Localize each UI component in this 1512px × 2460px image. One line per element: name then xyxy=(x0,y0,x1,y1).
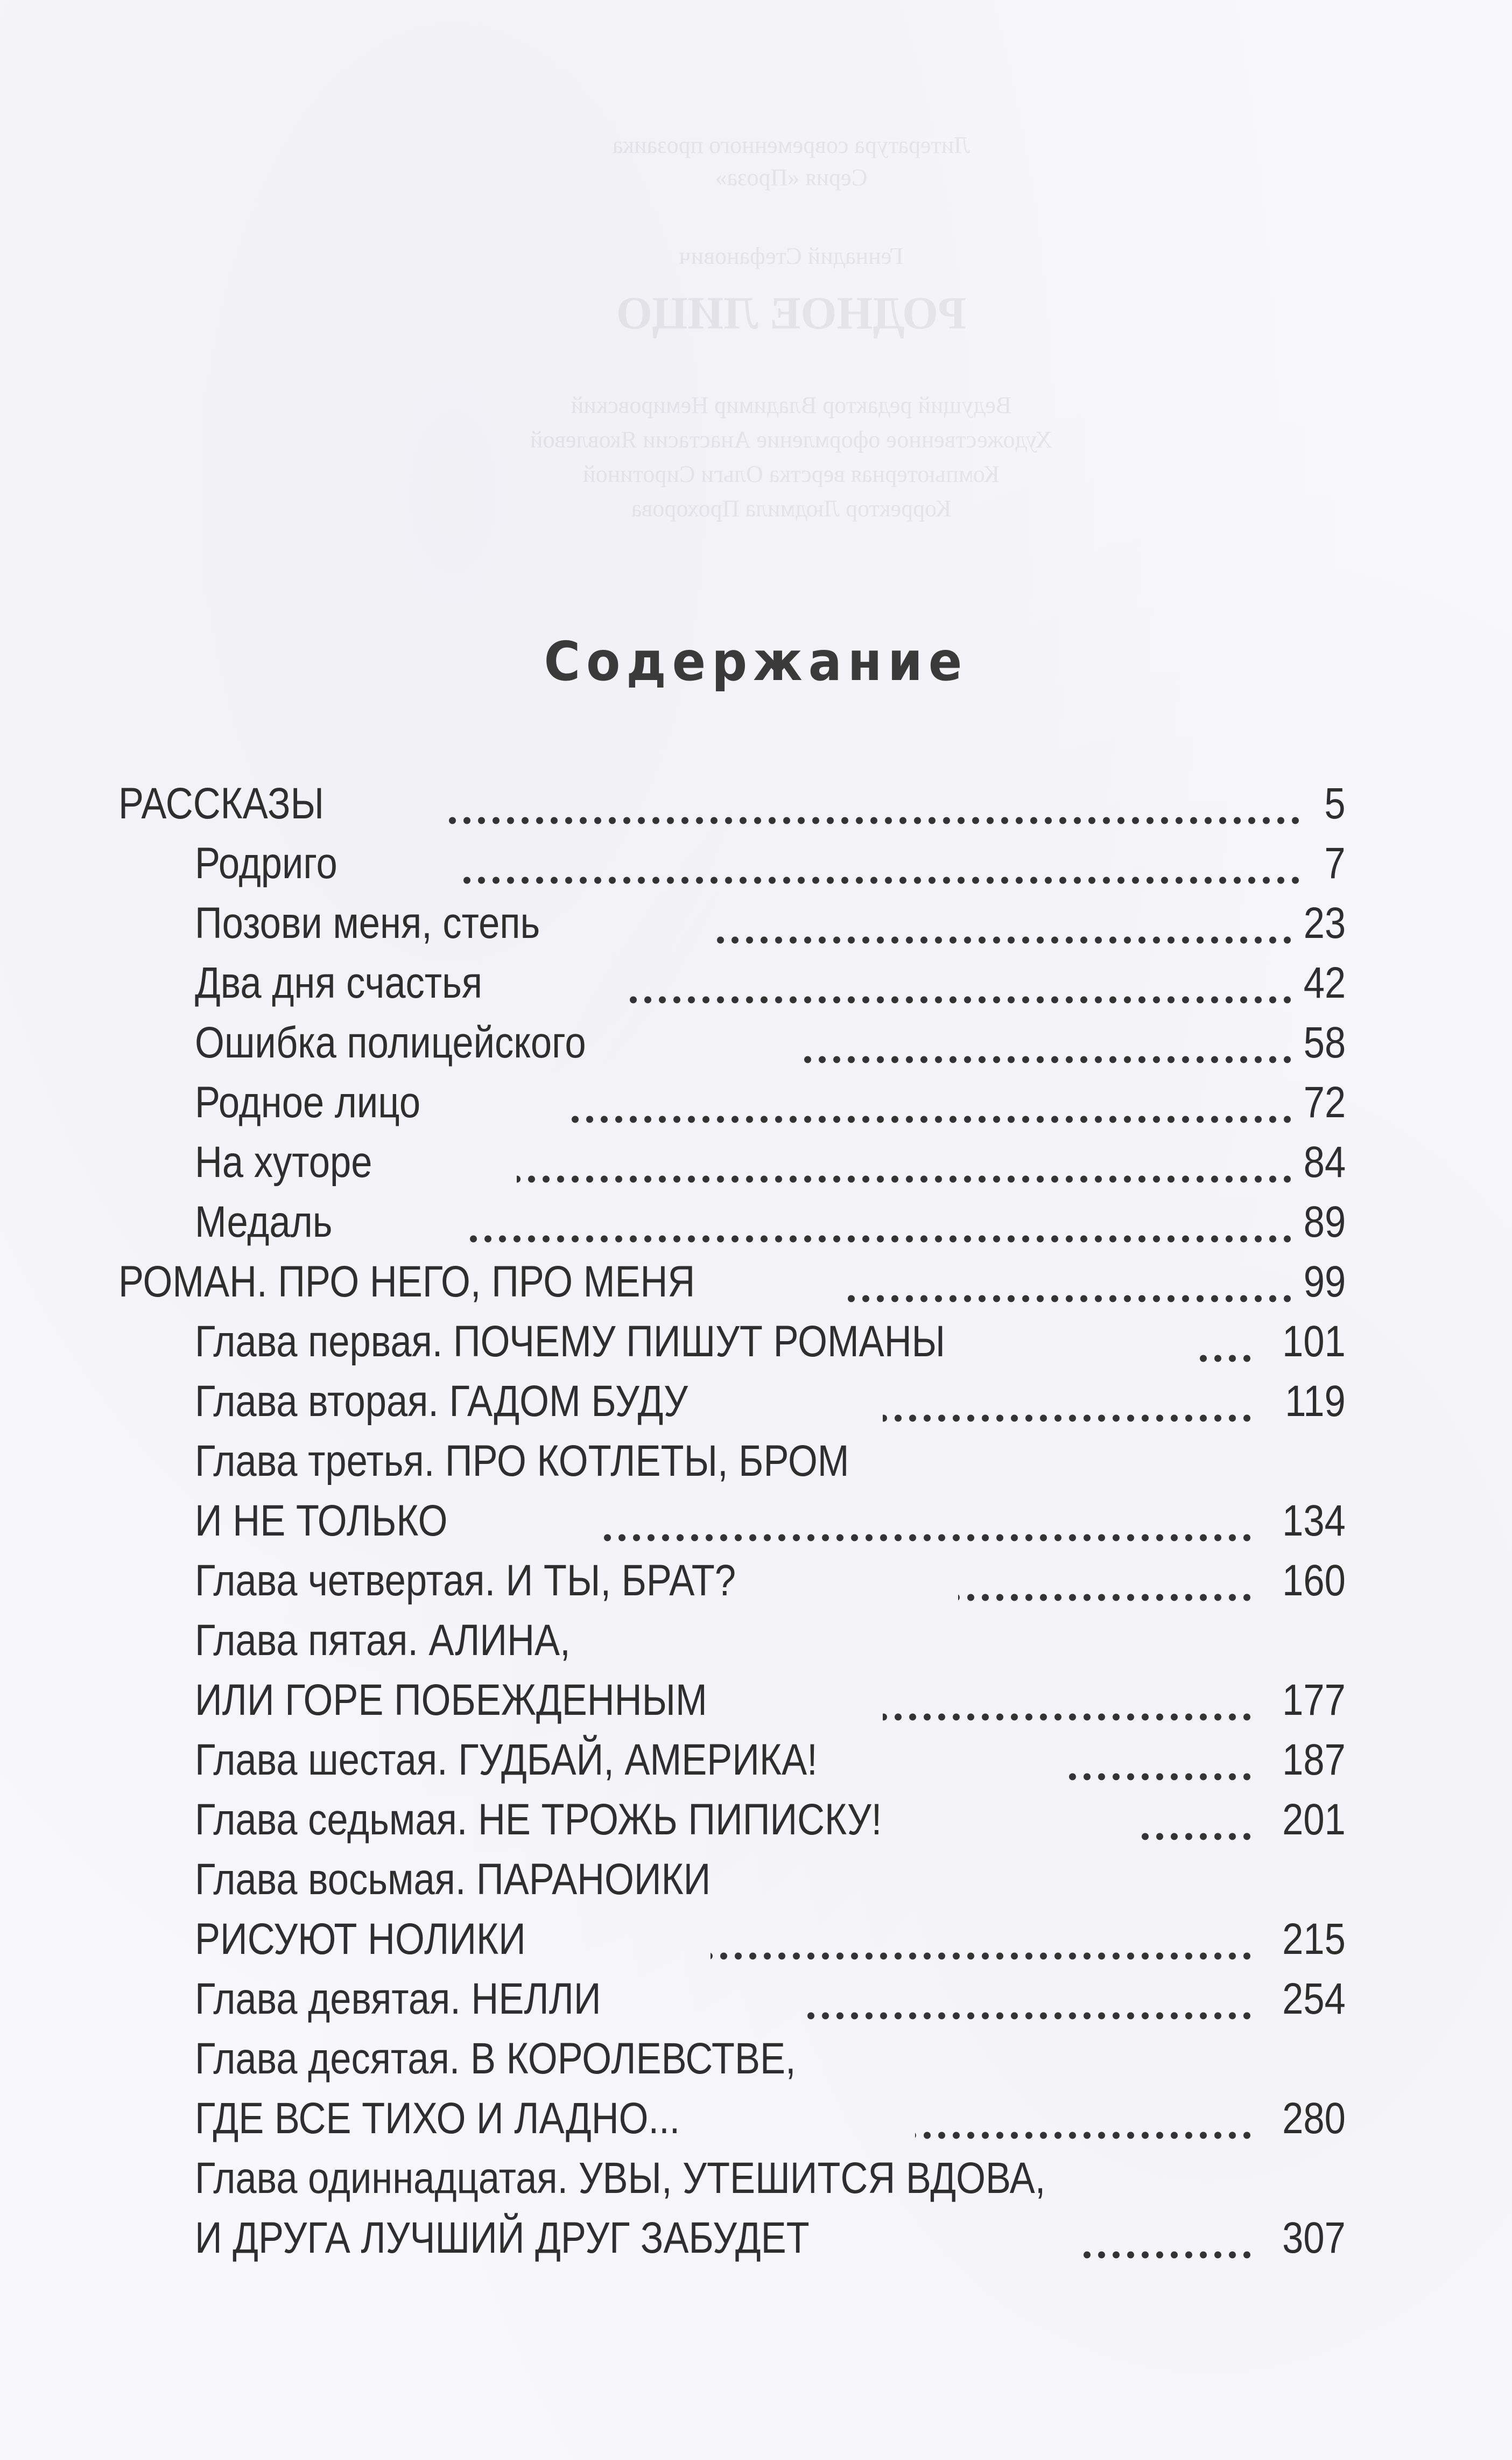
toc-entry-title: Ошибка полицейского xyxy=(195,1018,586,1067)
toc-chapter-entry xyxy=(0,1667,1512,1727)
toc-chapter-entry xyxy=(0,1608,1512,1667)
toc-entry-title: Глава восьмая. ПАРАНОИКИ xyxy=(195,1855,711,1904)
toc-entry-title: РАССКАЗЫ xyxy=(118,779,325,828)
toc-entry-title: ИЛИ ГОРЕ ПОБЕЖДЕННЫМ xyxy=(195,1676,707,1725)
reverse-side-show-through xyxy=(409,129,1173,526)
dot-leader xyxy=(915,2130,1254,2140)
toc-page-number: 5 xyxy=(1324,779,1346,828)
dot-leader xyxy=(463,875,1303,885)
dot-leader xyxy=(463,1234,1295,1244)
toc-page-number: 215 xyxy=(1282,1915,1346,1964)
ghost-credit-2: Художественное оформление Анастасии Яковлевой xyxy=(530,426,1053,453)
toc-chapter-entry xyxy=(0,1428,1512,1488)
toc-page-number: 99 xyxy=(1303,1257,1346,1306)
toc-page-number: 134 xyxy=(1282,1496,1346,1545)
toc-chapter-entry xyxy=(0,1907,1512,1966)
dot-leader xyxy=(883,1712,1254,1722)
toc-page-number: 101 xyxy=(1282,1317,1346,1366)
dot-leader xyxy=(711,935,1295,945)
ghost-series-line-2: Серия «Проза» xyxy=(715,164,868,191)
toc-page-number: 177 xyxy=(1282,1676,1346,1725)
ghost-series-line-1: Литература современного прозаика xyxy=(612,132,971,158)
table-of-contents xyxy=(0,771,1512,2265)
toc-chapter-entry xyxy=(0,2205,1512,2265)
dot-leader xyxy=(1136,1832,1254,1841)
toc-chapter-entry xyxy=(0,891,1512,950)
ghost-credit-3: Компьютерная верстка Ольги Сиротиной xyxy=(583,461,1000,487)
toc-page-number: 42 xyxy=(1303,958,1346,1007)
toc-chapter-entry xyxy=(0,1130,1512,1189)
toc-chapter-entry xyxy=(0,1966,1512,2026)
toc-section-entry xyxy=(0,771,1512,831)
toc-chapter-entry xyxy=(0,1070,1512,1130)
toc-page-number: 23 xyxy=(1303,899,1346,948)
dot-leader xyxy=(711,1951,1254,1961)
toc-entry-title: Глава вторая. ГАДОМ БУДУ xyxy=(195,1377,688,1426)
toc-entry-title: И НЕ ТОЛЬКО xyxy=(195,1496,448,1545)
dot-leader xyxy=(517,1174,1295,1184)
dot-leader xyxy=(1195,1354,1254,1363)
toc-entry-title: Родное лицо xyxy=(195,1078,421,1127)
toc-chapter-entry xyxy=(0,1189,1512,1249)
toc-chapter-entry xyxy=(0,831,1512,891)
dot-leader xyxy=(630,995,1295,1005)
toc-chapter-entry xyxy=(0,1369,1512,1428)
toc-page-number: 254 xyxy=(1282,1974,1346,2023)
toc-chapter-entry xyxy=(0,1847,1512,1907)
toc-page-number: 72 xyxy=(1303,1078,1346,1127)
dot-leader xyxy=(447,816,1303,825)
dot-leader xyxy=(597,1533,1254,1543)
dot-leader xyxy=(797,1055,1295,1064)
ghost-credit-1: Ведущий редактор Владимир Немировский xyxy=(571,392,1012,418)
toc-entry-title: Родриго xyxy=(195,839,337,888)
toc-entry-title: РИСУЮТ НОЛИКИ xyxy=(195,1915,526,1964)
toc-chapter-entry xyxy=(0,1488,1512,1548)
toc-entry-title: На хуторе xyxy=(195,1138,372,1187)
toc-page-number: 7 xyxy=(1324,839,1346,888)
toc-entry-title: Два дня счастья xyxy=(195,958,483,1007)
ghost-credit-4: Корректор Людмила Прохорова xyxy=(631,495,952,522)
ghost-author: Геннадий Стефанович xyxy=(679,243,904,269)
toc-page-number: 119 xyxy=(1285,1377,1346,1426)
toc-entry-title: Глава шестая. ГУДБАЙ, АМЕРИКА! xyxy=(195,1735,818,1784)
toc-chapter-entry xyxy=(0,1727,1512,1787)
page-title: Содержание xyxy=(544,630,968,693)
toc-chapter-entry xyxy=(0,1309,1512,1369)
toc-chapter-entry xyxy=(0,950,1512,1010)
toc-page-number: 160 xyxy=(1282,1556,1346,1605)
dot-leader xyxy=(1066,1772,1254,1782)
toc-page-number: 187 xyxy=(1282,1735,1346,1784)
toc-entry-title: Позови меня, степь xyxy=(195,899,540,948)
toc-entry-title: Глава десятая. В КОРОЛЕВСТВЕ, xyxy=(195,2034,796,2083)
toc-entry-title: Глава одиннадцатая. УВЫ, УТЕШИТСЯ ВДОВА, xyxy=(195,2154,1046,2203)
toc-chapter-entry xyxy=(0,1548,1512,1608)
toc-entry-title: Медаль xyxy=(195,1197,333,1246)
ghost-book-title: РОДНОЕ ЛИЦО xyxy=(616,287,967,339)
toc-page-number: 89 xyxy=(1303,1197,1346,1246)
toc-page-number: 84 xyxy=(1303,1138,1346,1187)
dot-leader xyxy=(958,1593,1254,1602)
toc-entry-title: Глава третья. ПРО КОТЛЕТЫ, БРОМ xyxy=(195,1436,849,1485)
dot-leader xyxy=(1077,2250,1254,2260)
toc-page-number: 280 xyxy=(1282,2094,1346,2143)
toc-entry-title: Глава пятая. АЛИНА, xyxy=(195,1616,571,1665)
toc-entry-title: И ДРУГА ЛУЧШИЙ ДРУГ ЗАБУДЕТ xyxy=(195,2213,810,2262)
toc-chapter-entry xyxy=(0,2026,1512,2086)
toc-page-number: 201 xyxy=(1282,1795,1346,1844)
toc-section-entry xyxy=(0,1249,1512,1309)
dot-leader xyxy=(883,1413,1254,1423)
toc-chapter-entry xyxy=(0,2086,1512,2146)
toc-chapter-entry xyxy=(0,1787,1512,1847)
toc-entry-title: Глава четвертая. И ТЫ, БРАТ? xyxy=(195,1556,736,1605)
toc-entry-title: РОМАН. ПРО НЕГО, ПРО МЕНЯ xyxy=(118,1257,695,1306)
toc-page-number: 58 xyxy=(1303,1018,1346,1067)
toc-chapter-entry xyxy=(0,2146,1512,2205)
toc-entry-title: Глава первая. ПОЧЕМУ ПИШУТ РОМАНЫ xyxy=(195,1317,946,1366)
toc-entry-title: Глава седьмая. НЕ ТРОЖЬ ПИПИСКУ! xyxy=(195,1795,882,1844)
dot-leader xyxy=(565,1115,1295,1124)
toc-entry-title: Глава девятая. НЕЛЛИ xyxy=(195,1974,601,2023)
dot-leader xyxy=(807,2011,1254,2021)
dot-leader xyxy=(845,1294,1295,1303)
toc-chapter-entry xyxy=(0,1010,1512,1070)
toc-page-number: 307 xyxy=(1282,2213,1346,2262)
toc-entry-title: ГДЕ ВСЕ ТИХО И ЛАДНО... xyxy=(195,2094,680,2143)
